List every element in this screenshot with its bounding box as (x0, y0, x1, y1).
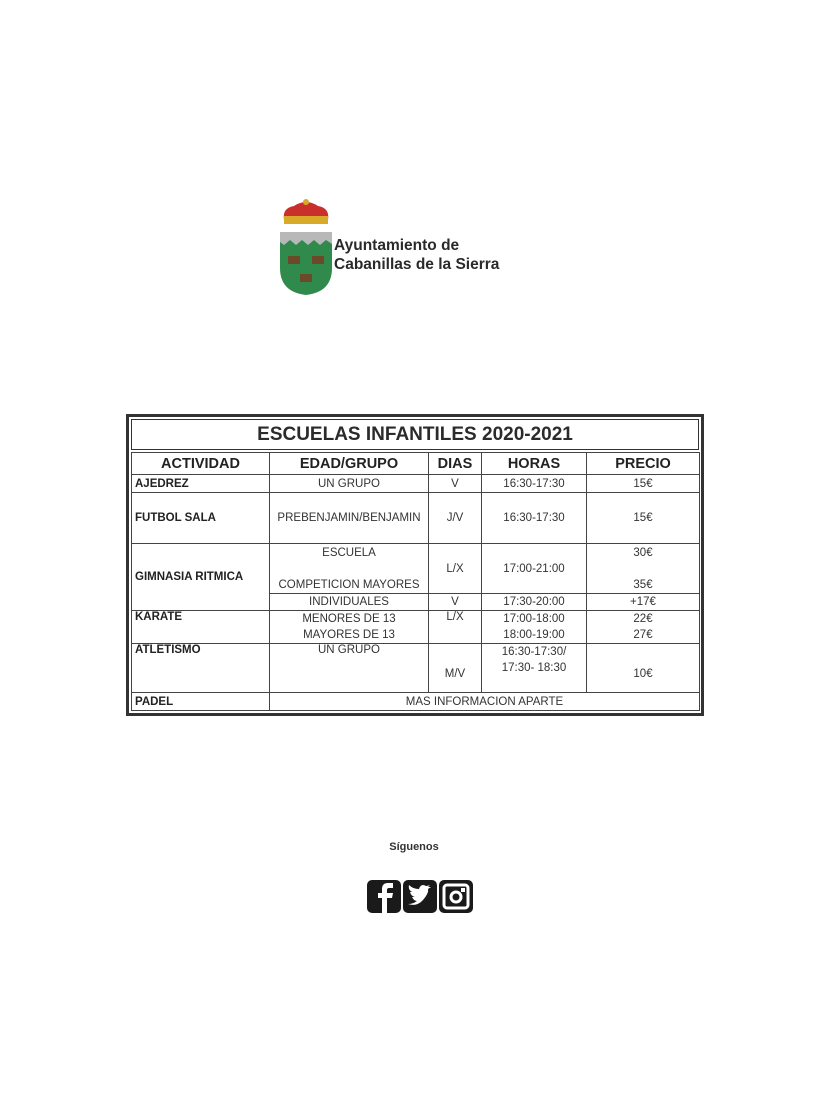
cell-edad: UN GRUPO (270, 644, 429, 693)
column-header: ACTIVIDAD (132, 453, 270, 475)
column-header: EDAD/GRUPO (270, 453, 429, 475)
facebook-icon[interactable] (367, 880, 401, 913)
precio-line: 27€ (633, 629, 653, 641)
precio-line: 22€ (633, 613, 653, 625)
cell-horas: 17:00-21:00 (482, 544, 587, 594)
edad-line: COMPETICION MAYORES (278, 578, 420, 591)
cell-dias: V (429, 475, 482, 493)
cell-actividad: GIMNASIA RITMICA (132, 544, 270, 611)
instagram-icon[interactable] (439, 880, 473, 913)
cell-horas: 17:30-20:00 (482, 594, 587, 611)
cell-precio: 15€ (587, 493, 700, 544)
follow-label: Síguenos (389, 841, 439, 853)
schedule-table (131, 452, 700, 711)
precio-line: 30€ (633, 546, 653, 559)
table-row (132, 493, 700, 544)
precio-line: 35€ (633, 578, 653, 591)
cell-actividad: ATLETISMO (132, 644, 270, 693)
table-row (132, 611, 700, 644)
cell-precio (587, 611, 700, 644)
schedule-box (126, 414, 704, 716)
cell-edad (270, 544, 429, 594)
org-line-1: Ayuntamiento de (334, 237, 460, 254)
cell-dias: L/X (429, 611, 482, 644)
cell-dias: L/X (429, 544, 482, 594)
cell-horas (482, 644, 587, 693)
cell-horas: 16:30-17:30 (482, 475, 587, 493)
cell-precio (587, 544, 700, 594)
column-header: PRECIO (587, 453, 700, 475)
organization-name (334, 236, 499, 274)
table-header-row (132, 453, 700, 475)
table-row (132, 644, 700, 693)
social-icons (367, 880, 473, 913)
horas-line: 17:00-18:00 (503, 613, 565, 625)
horas-line: 18:00-19:00 (503, 629, 565, 641)
cell-dias: M/V (429, 644, 482, 693)
horas-line: 16:30-17:30/ (501, 646, 567, 658)
edad-line: ESCUELA (322, 546, 376, 559)
cell-actividad: PADEL (132, 693, 270, 711)
cell-actividad: KARATE (132, 611, 270, 644)
column-header: DIAS (429, 453, 482, 475)
cell-precio: 10€ (587, 644, 700, 693)
table-row (132, 544, 700, 594)
edad-line: MENORES DE 13 (302, 613, 396, 625)
cell-precio: 15€ (587, 475, 700, 493)
table-row (132, 693, 700, 711)
cell-dias: J/V (429, 493, 482, 544)
table-row (132, 475, 700, 493)
cell-edad: INDIVIDUALES (270, 594, 429, 611)
cell-precio: +17€ (587, 594, 700, 611)
org-line-2: Cabanillas de la Sierra (334, 256, 500, 273)
cell-horas (482, 611, 587, 644)
horas-line: 17:30- 18:30 (501, 662, 567, 674)
edad-line: MAYORES DE 13 (303, 629, 395, 641)
cell-edad (270, 611, 429, 644)
column-header: HORAS (482, 453, 587, 475)
cell-horas: 16:30-17:30 (482, 493, 587, 544)
twitter-icon[interactable] (403, 880, 437, 913)
cell-edad: UN GRUPO (270, 475, 429, 493)
cell-edad: PREBENJAMIN/BENJAMIN (270, 493, 429, 544)
cell-actividad: AJEDREZ (132, 475, 270, 493)
coat-of-arms-logo (276, 198, 336, 296)
cell-actividad: FUTBOL SALA (132, 493, 270, 544)
cell-note: MAS INFORMACION APARTE (270, 693, 700, 711)
cell-dias: V (429, 594, 482, 611)
table-title: ESCUELAS INFANTILES 2020-2021 (131, 419, 699, 450)
